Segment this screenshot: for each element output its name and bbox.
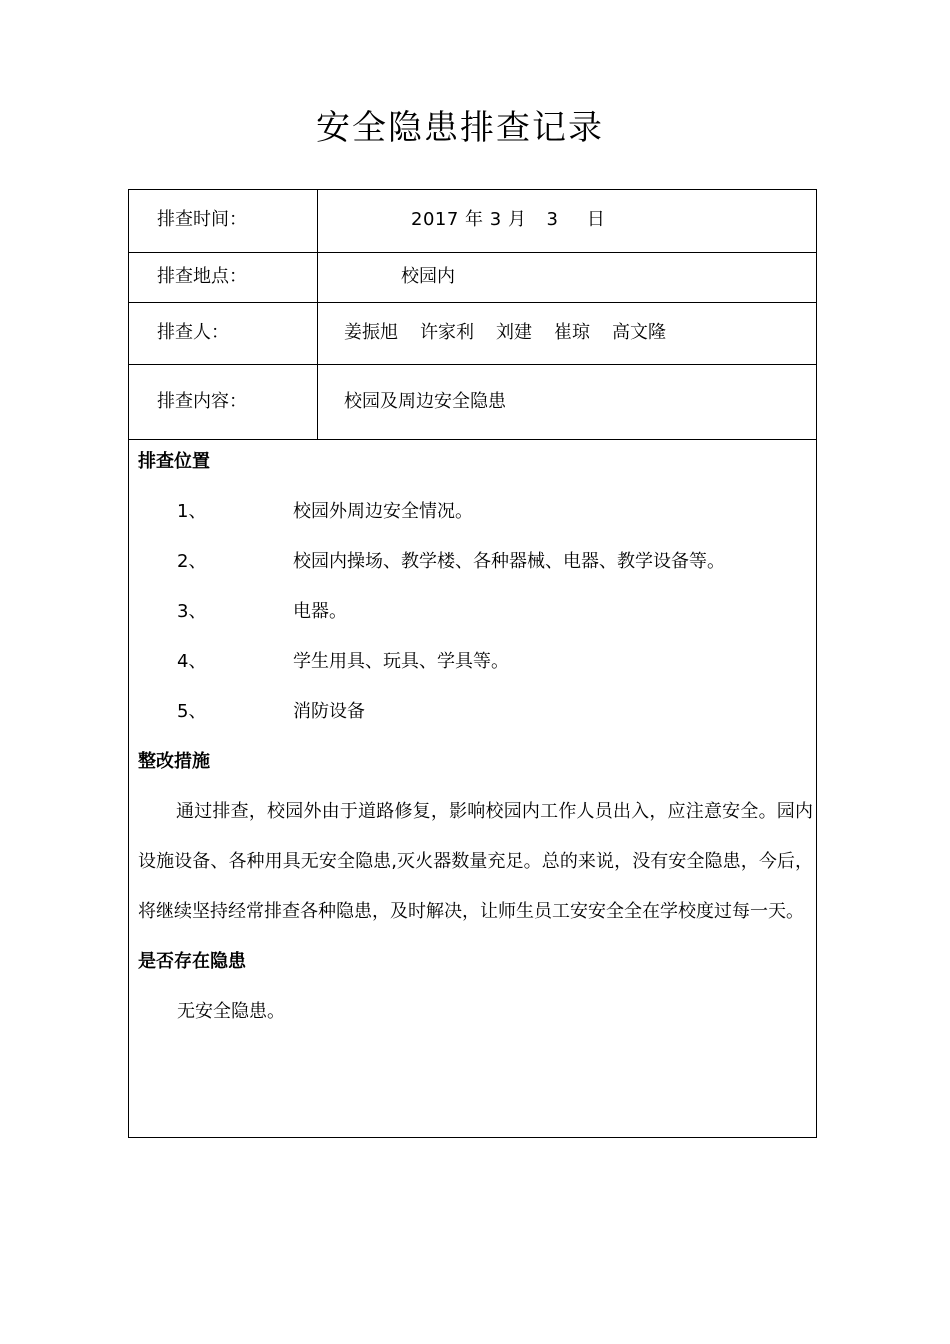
- item-number: 1、: [177, 501, 207, 522]
- list-item: [138, 550, 813, 574]
- place-label: 排查地点：: [157, 266, 247, 287]
- person-name: 高文隆: [612, 322, 666, 343]
- hazard-heading: 是否存在隐患: [138, 951, 246, 972]
- item-text: 校园外周边安全情况。: [293, 501, 473, 522]
- document-title: 安全隐患排查记录: [316, 108, 604, 148]
- person-name: 刘建: [496, 322, 532, 343]
- measures-paragraph: 通过排查，校园外由于道路修复，影响校园内工作人员出入，应注意安全。园内设施设备、各种用具无安全隐患,灭火器数量充足。总的来说，没有安全隐患，今后，将继续坚持经常排查各种隐患，及时解决，让师生员工安安全全在学校度过每一天。: [138, 801, 813, 922]
- row-divider: [129, 364, 816, 365]
- people-label: 排查人：: [157, 322, 229, 343]
- positions-heading: 排查位置: [138, 451, 210, 472]
- row-divider: [129, 252, 816, 253]
- item-number: 2、: [177, 551, 207, 572]
- content-value: 校园及周边安全隐患: [344, 391, 506, 412]
- item-text: 消防设备: [293, 701, 365, 722]
- record-body: [138, 450, 813, 1024]
- person-name: 姜振旭: [344, 322, 398, 343]
- month-value: 3: [489, 209, 502, 230]
- list-item: [138, 650, 813, 674]
- item-number: 5、: [177, 701, 207, 722]
- item-text: 电器。: [293, 601, 347, 622]
- date-value: [411, 205, 605, 231]
- time-label: 排查时间：: [157, 209, 247, 230]
- record-table: [128, 189, 817, 1138]
- row-divider: [129, 302, 816, 303]
- column-divider: [317, 190, 318, 440]
- measures-heading: 整改措施: [138, 751, 210, 772]
- year-value: 2017: [411, 209, 459, 230]
- place-value: 校园内: [401, 266, 455, 287]
- person-name: 许家利: [420, 322, 474, 343]
- row-divider: [129, 439, 816, 440]
- item-number: 3、: [177, 601, 207, 622]
- day-value: 3: [546, 209, 559, 230]
- list-item: [138, 500, 813, 524]
- day-unit: 日: [586, 209, 606, 230]
- people-list: [344, 318, 666, 344]
- content-label: 排查内容：: [157, 391, 247, 412]
- month-unit: 月: [507, 209, 527, 230]
- item-text: 校园内操场、教学楼、各种器械、电器、教学设备等。: [293, 551, 725, 572]
- item-text: 学生用具、玩具、学具等。: [293, 651, 509, 672]
- list-item: [138, 600, 813, 624]
- list-item: [138, 700, 813, 724]
- person-name: 崔琼: [554, 322, 590, 343]
- hazard-answer: 无安全隐患。: [177, 1001, 285, 1022]
- item-number: 4、: [177, 651, 207, 672]
- year-unit: 年: [465, 209, 484, 230]
